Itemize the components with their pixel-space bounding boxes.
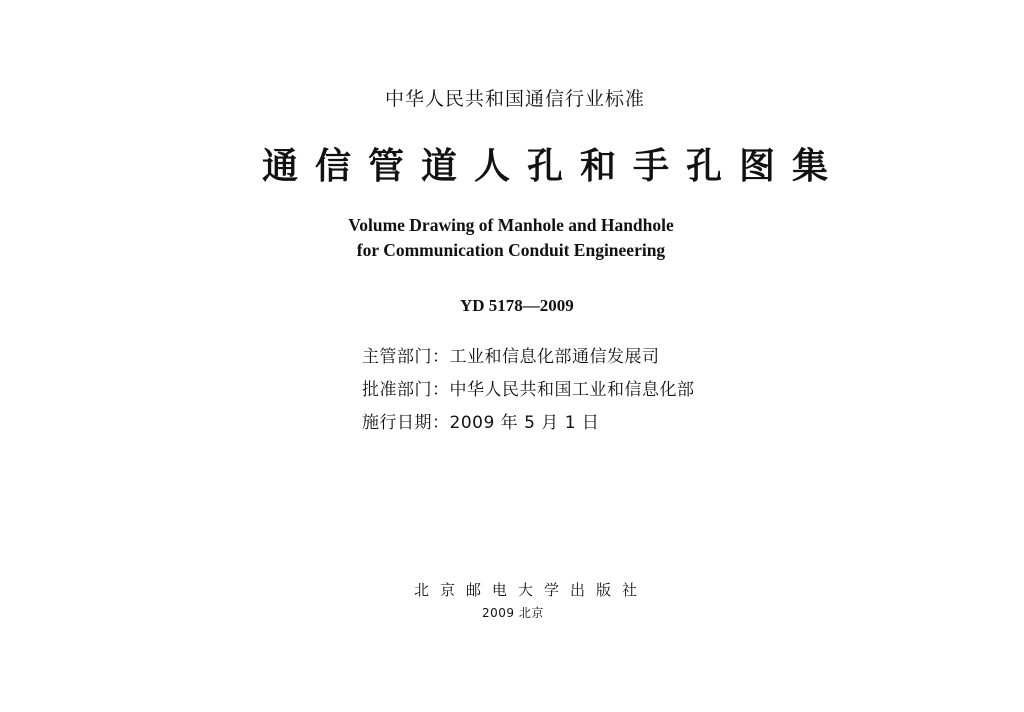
publisher-name: 北京邮电大学出版社 — [414, 581, 649, 599]
standard-code: YD 5178—2009 — [460, 296, 574, 315]
publication-year-place: 2009 北京 — [482, 606, 544, 620]
approving-department: 批准部门：中华人民共和国工业和信息化部 — [362, 380, 695, 400]
industry-standard-heading: 中华人民共和国通信行业标准 — [385, 88, 646, 110]
chinese-title: 通信管道人孔和手孔图集 — [262, 145, 846, 187]
english-title-line-1: Volume Drawing of Manhole and Handhole — [348, 215, 674, 235]
effective-date: 施行日期：2009 年 5 月 1 日 — [362, 413, 600, 433]
english-title-line-2: for Communication Conduit Engineering — [356, 240, 666, 260]
supervising-department: 主管部门：工业和信息化部通信发展司 — [362, 347, 660, 367]
